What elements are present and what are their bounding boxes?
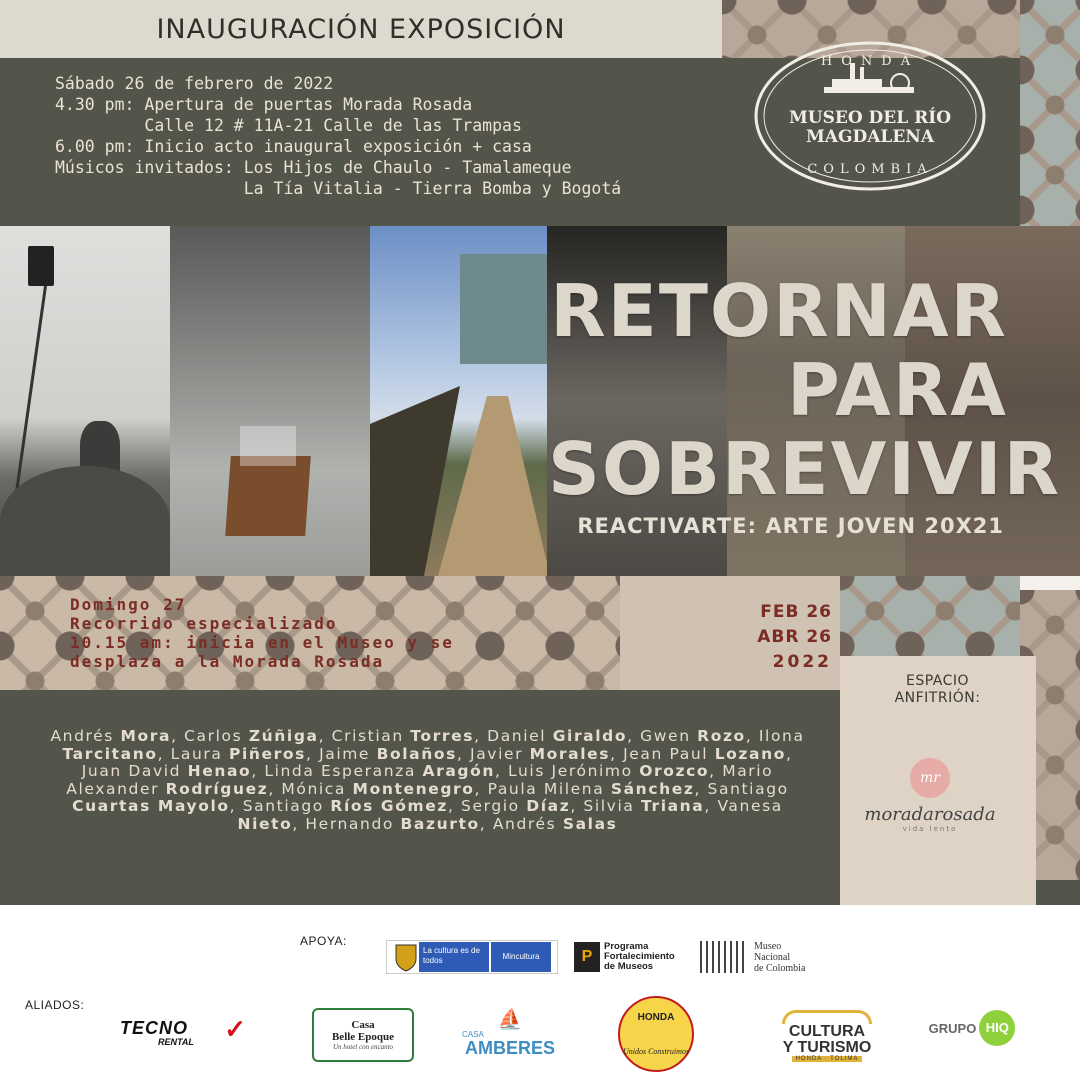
artist-last-name: Henao [187,762,252,781]
arch-icon [782,1010,872,1024]
host-label [840,673,1035,707]
artist-name: Santiago Ríos Gómez, [242,797,462,816]
artist-name: Sergio Díaz, [461,797,584,816]
artist-last-name: Zúñiga [248,727,319,745]
artist-name: Hernando Bazurto, [305,814,493,833]
sunday-event-text [70,595,454,671]
programa-fortalecimiento-logo [574,940,689,974]
artist-first-name: Vanesa [717,797,783,816]
tile-pattern-band-right [840,576,1020,656]
date-start: FEB 26 [760,602,832,622]
artist-first-name: Andrés [492,814,557,833]
exhibition-dates [740,600,832,675]
artist-name: Ilona Tarcitano, [62,727,805,763]
artist-last-name: Salas [562,814,618,833]
artist-name: Paula Milena Sánchez, [487,779,708,798]
artist-name: Cristian Torres, [331,727,488,745]
artist-last-name: Tarcitano [62,744,158,763]
schedule-line: Músicos invitados: Los Hijos de Chaulo - Tamalameque [55,158,572,177]
museum-logo-bottom: COLOMBIA [807,162,933,177]
exhibition-title [548,269,1062,511]
museum-logo-line2: MAGDALENA [805,127,935,147]
schedule-line: 4.30 pm: Apertura de puertas Morada Rosada [55,95,473,114]
artists-list [40,728,815,834]
artist-first-name: Jean Paul [623,744,709,763]
museo-nacional-line: Nacional [754,951,791,963]
museo-nacional-text [754,941,805,974]
artist-name: Silvia Triana, [583,797,718,816]
artist-name [493,815,618,833]
apoya-label: APOYA: [300,934,347,948]
artist-last-name: Montenegro [352,779,475,798]
cultura-turismo-logo [772,1004,882,1068]
artist-last-name: Piñeros [229,744,306,763]
honda-unidos-line1: HONDA [637,1012,675,1023]
schedule-line: Calle 12 # 11A-21 Calle de las Trampas [55,116,522,135]
belle-line2: Belle Epoque [331,1031,395,1043]
schedule-line: Sábado 26 de febrero de 2022 [55,74,334,93]
photo-man-with-pole [0,226,170,576]
sunday-line: desplaza a la Morada Rosada [70,652,385,671]
artist-first-name: Hernando [305,814,394,833]
artist-name: Luis Jerónimo Orozco, [508,762,723,781]
artist-last-name: Lozano [714,744,786,763]
artist-last-name: Aragón [422,762,495,781]
artist-first-name: Laura [170,744,223,763]
artist-name: Daniel Giraldo, [487,727,641,745]
morada-rosada-logo [845,758,1015,833]
artist-first-name: Mónica [281,779,347,798]
artist-first-name: Mario Alexander [66,762,774,798]
tecno-rental-logo [120,1012,250,1052]
artist-name: Mario Alexander Rodríguez, [66,762,774,798]
artist-first-name: Linda Esperanza [264,762,416,781]
schedule-text [55,73,621,199]
page-title: INAUGURACIÓN EXPOSICIÓN [156,13,566,45]
photo-wooden-box [170,226,370,576]
host-label-line1: ESPACIO [905,673,970,689]
amberes-line1: CASA [462,1029,484,1039]
paper-boat-icon: ⛵ [497,1008,523,1031]
programa-text [604,942,675,972]
programa-line: Fortalecimiento [604,951,675,962]
morada-rosada-monogram: mr [910,758,950,798]
artist-name: Jaime Bolaños, [319,744,471,763]
artist-last-name: Orozco [639,762,710,781]
aliados-label: ALIADOS: [25,998,85,1012]
artist-name: Juan David Henao, [81,762,265,781]
title-bar [0,0,722,58]
museo-nacional-line: de Colombia [754,962,806,974]
honda-unidos-construimos-logo [618,996,694,1072]
belle-line1: Casa [351,1019,375,1031]
artist-first-name: Javier [470,744,524,763]
artist-first-name: Cristian [331,727,404,745]
columns-icon [700,941,748,973]
honda-unidos-line2: Unidos Construimos [622,1047,689,1056]
artists-panel-right-strip [1035,880,1080,905]
artist-first-name: Carlos [184,727,243,745]
artist-last-name: Giraldo [552,727,628,745]
sunday-line: 10.15 am: inicia en el Museo y se [70,633,454,652]
artist-first-name: Jaime [319,744,371,763]
host-label-line2: ANFITRIÓN: [894,690,981,706]
artist-last-name: Díaz [526,797,571,816]
cultura-line2: Y TURISMO [782,1039,872,1056]
museo-nacional-line: Museo [754,940,782,952]
museum-logo-line1: MUSEO DEL RÍO [788,108,952,128]
sunday-line: Recorrido especializado [70,614,338,633]
artist-name: Mónica Montenegro, [281,779,488,798]
date-end: ABR 26 [757,627,832,647]
photo-coastal-path [370,226,547,576]
artist-name: Linda Esperanza Aragón, [264,762,509,781]
mincultura-logo [386,940,558,974]
grupo-hiq-line1: GRUPO [928,1020,977,1036]
grupo-hiq-badge: HIQ [979,1010,1015,1046]
artist-first-name: Daniel [487,727,547,745]
mincultura-slogan: La cultura es de todos [419,942,489,972]
colombia-shield-icon [393,942,419,972]
museum-logo-top: HONDA [820,54,920,69]
artist-name: Gwen Rozo, [640,727,759,745]
artist-last-name: Rozo [697,727,746,745]
programa-mark-icon: P [574,942,600,972]
artist-name: Andrés Mora, [50,727,185,745]
tecno-line2: RENTAL [158,1036,194,1047]
artist-last-name: Sánchez [610,779,695,798]
casa-amberes-logo [458,1006,562,1060]
exhibition-title-line2: PARA [786,348,1008,432]
artist-name: Carlos Zúñiga, [184,727,332,745]
date-year: 2022 [772,652,832,672]
sunday-line: Domingo 27 [70,595,187,614]
programa-line: de Museos [604,961,654,972]
schedule-line: La Tía Vitalia - Tierra Bomba y Bogotá [55,179,622,198]
tile-pattern-right-column [1020,0,1080,226]
casa-belle-epoque-logo [312,1008,414,1062]
schedule-line: 6.00 pm: Inicio acto inaugural exposición + casa [55,137,532,156]
cultura-line3: HONDA · TOLIMA [792,1056,863,1062]
artist-first-name: Gwen [640,727,691,745]
belle-line3: Un hotel con encanto [332,1043,394,1051]
artist-last-name: Cuartas Mayolo [72,797,230,816]
artist-last-name: Torres [410,727,475,745]
artist-last-name: Nieto [237,814,293,833]
artist-last-name: Rodríguez [165,779,269,798]
artist-name: Santiago Cuartas Mayolo, [72,779,789,816]
tecno-line1: TECNO [120,1017,188,1038]
artist-last-name: Mora [120,727,172,745]
artist-last-name: Ríos Gómez [330,797,448,816]
artist-first-name: Andrés [50,727,114,745]
programa-line: Programa [604,941,649,952]
exhibition-title-line1: RETORNAR [550,269,1008,353]
artist-last-name: Bolaños [376,744,457,763]
artist-last-name: Morales [529,744,611,763]
morada-rosada-name: moradarosada [864,804,996,825]
artist-last-name: Triana [640,797,705,816]
museo-nacional-logo [700,938,860,976]
checkmark-icon: ✓ [224,1014,246,1044]
artist-first-name: Paula Milena [487,779,605,798]
artist-first-name: Sergio [461,797,520,816]
artist-name: Vanesa Nieto, [237,797,783,833]
artist-first-name: Santiago [242,797,324,816]
exhibition-title-line3: SOBREVIVIR [548,427,1062,511]
artist-name: Laura Piñeros, [170,744,320,763]
artist-first-name: Silvia [583,797,635,816]
artist-last-name: Bazurto [400,814,480,833]
artist-first-name: Juan David [81,762,182,781]
artist-name: Javier Morales, [470,744,624,763]
grupo-hiq-logo [922,1008,1022,1048]
artist-first-name: Santiago [707,779,789,798]
amberes-line2: AMBERES [464,1037,555,1058]
artist-first-name: Ilona [758,727,805,745]
artist-first-name: Luis Jerónimo [508,762,633,781]
morada-rosada-tagline: vida lento [902,825,958,833]
museum-logo [752,39,988,193]
mincultura-name: Mincultura [491,942,551,972]
cultura-line1: CULTURA [788,1023,866,1040]
exhibition-subtitle: REACTIVARTE: ARTE JOVEN 20X21 [577,514,1004,538]
artist-name: Jean Paul Lozano, [623,744,793,763]
